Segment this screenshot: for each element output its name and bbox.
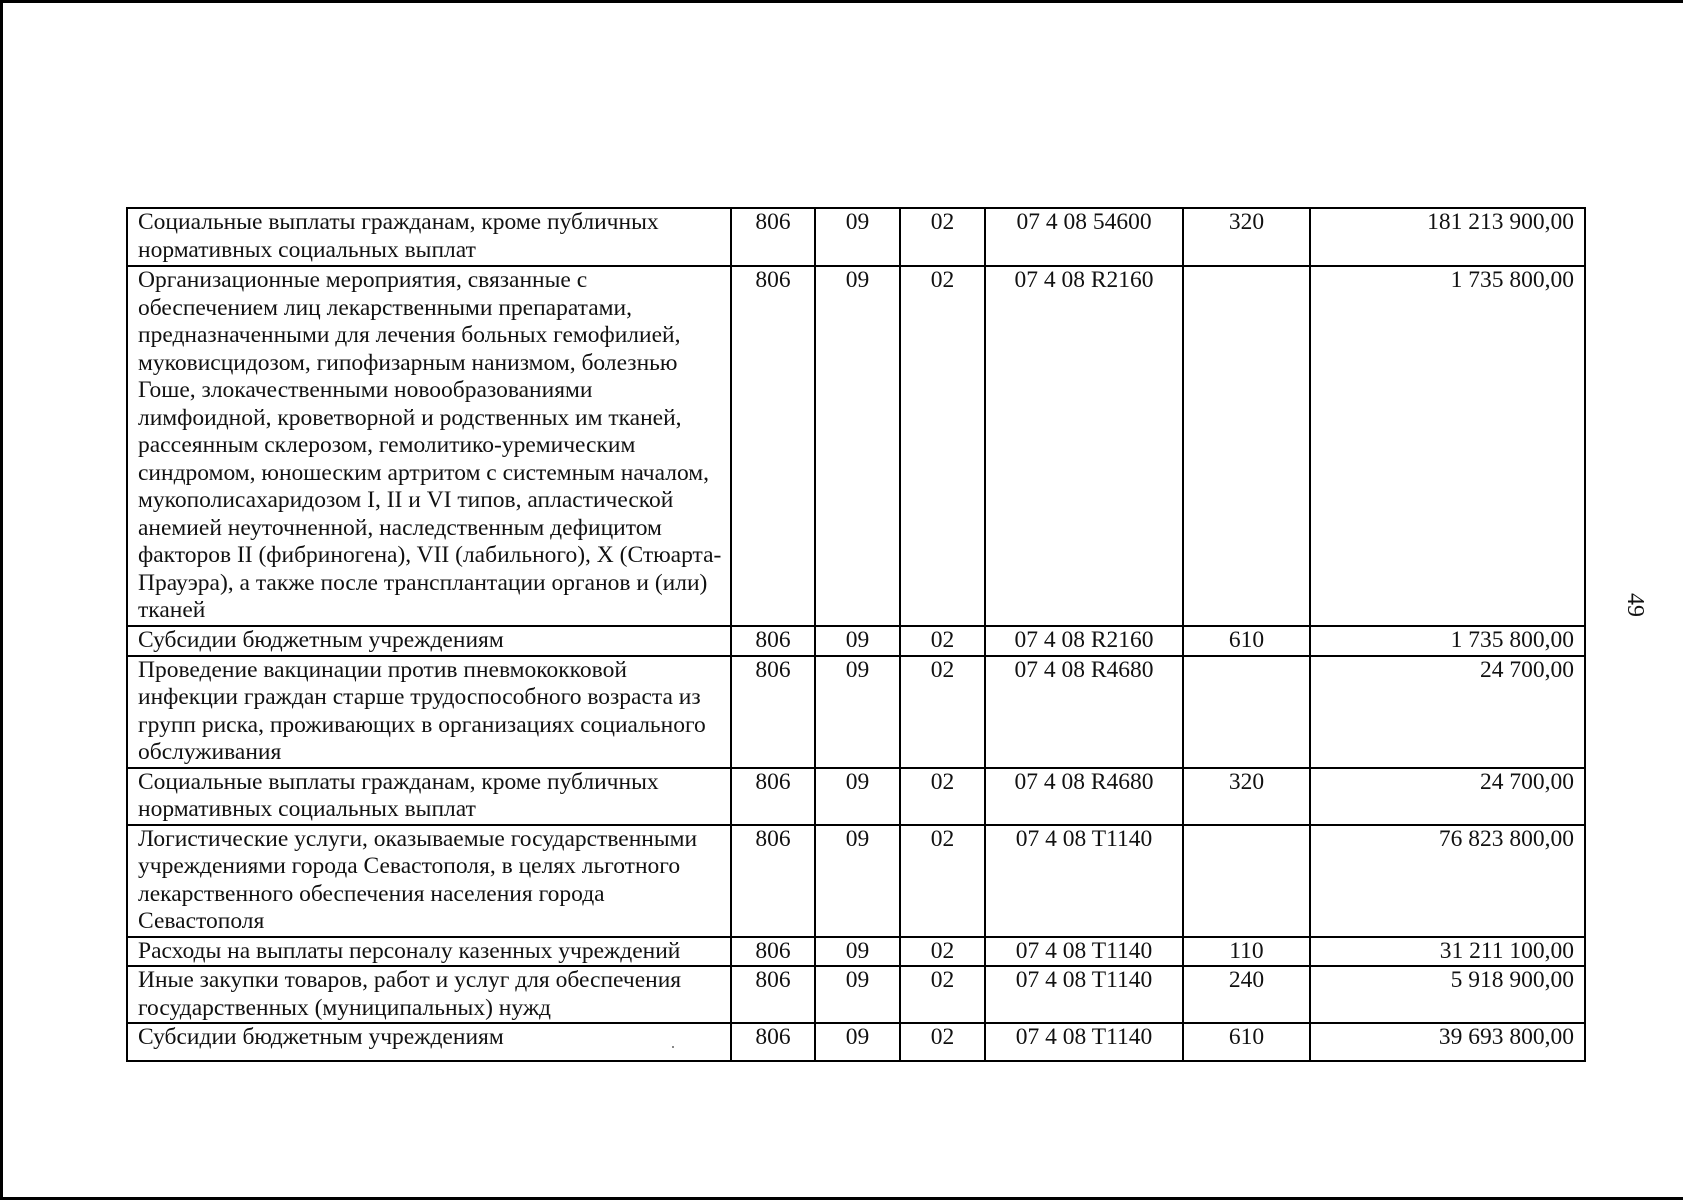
row-name: Расходы на выплаты персоналу казенных учреждений (127, 937, 731, 967)
row-ministry-code: 806 (731, 768, 815, 825)
table-row (127, 266, 1585, 626)
row-section: 09 (815, 266, 900, 626)
row-sum: 181 213 900,00 (1310, 208, 1585, 266)
row-target-article: 07 4 08 T1140 (985, 966, 1183, 1023)
row-section: 09 (815, 1023, 900, 1061)
row-sum: 31 211 100,00 (1310, 937, 1585, 967)
row-name: Субсидии бюджетным учреждениям (127, 1023, 731, 1061)
table-row (127, 966, 1585, 1023)
row-target-article: 07 4 08 R4680 (985, 656, 1183, 768)
row-expense-type (1183, 266, 1310, 626)
row-sum: 5 918 900,00 (1310, 966, 1585, 1023)
row-sum: 24 700,00 (1310, 656, 1585, 768)
row-target-article: 07 4 08 T1140 (985, 825, 1183, 937)
row-expense-type: 240 (1183, 966, 1310, 1023)
row-ministry-code: 806 (731, 656, 815, 768)
row-section: 09 (815, 626, 900, 656)
row-expense-type (1183, 825, 1310, 937)
row-ministry-code: 806 (731, 966, 815, 1023)
row-subsection: 02 (900, 1023, 985, 1061)
table-row (127, 626, 1585, 656)
row-ministry-code: 806 (731, 1023, 815, 1061)
row-target-article: 07 4 08 T1140 (985, 1023, 1183, 1061)
page-number: 49 (1622, 593, 1648, 617)
row-target-article: 07 4 08 54600 (985, 208, 1183, 266)
row-expense-type (1183, 656, 1310, 768)
table-row (127, 937, 1585, 967)
scan-artifact-dot (672, 1046, 674, 1048)
row-section: 09 (815, 656, 900, 768)
row-sum: 24 700,00 (1310, 768, 1585, 825)
row-subsection: 02 (900, 626, 985, 656)
row-name: Социальные выплаты гражданам, кроме публичных нормативных социальных выплат (127, 208, 731, 266)
row-expense-type: 110 (1183, 937, 1310, 967)
row-section: 09 (815, 768, 900, 825)
row-ministry-code: 806 (731, 937, 815, 967)
row-subsection: 02 (900, 825, 985, 937)
row-name: Иные закупки товаров, работ и услуг для обеспечения государственных (муниципальных) нужд (127, 966, 731, 1023)
row-sum: 39 693 800,00 (1310, 1023, 1585, 1061)
table-row (127, 208, 1585, 266)
row-subsection: 02 (900, 768, 985, 825)
row-target-article: 07 4 08 R2160 (985, 266, 1183, 626)
row-subsection: 02 (900, 937, 985, 967)
row-sum: 76 823 800,00 (1310, 825, 1585, 937)
budget-allocation-table (126, 207, 1586, 1062)
row-ministry-code: 806 (731, 825, 815, 937)
row-expense-type: 320 (1183, 768, 1310, 825)
row-target-article: 07 4 08 R2160 (985, 626, 1183, 656)
table-row (127, 825, 1585, 937)
row-name: Проведение вакцинации против пневмококковой инфекции граждан старше трудоспособного возраста из групп риска, проживающих в организациях социального обслуживания (127, 656, 731, 768)
row-expense-type: 610 (1183, 1023, 1310, 1061)
row-name: Логистические услуги, оказываемые государственными учреждениями города Севастополя, в целях льготного лекарственного обеспечения населения города Севастополя (127, 825, 731, 937)
row-name: Субсидии бюджетным учреждениям (127, 626, 731, 656)
row-name: Социальные выплаты гражданам, кроме публичных нормативных социальных выплат (127, 768, 731, 825)
table-row (127, 1023, 1585, 1061)
row-subsection: 02 (900, 966, 985, 1023)
row-target-article: 07 4 08 R4680 (985, 768, 1183, 825)
row-sum: 1 735 800,00 (1310, 266, 1585, 626)
row-section: 09 (815, 966, 900, 1023)
row-ministry-code: 806 (731, 208, 815, 266)
row-subsection: 02 (900, 656, 985, 768)
row-ministry-code: 806 (731, 266, 815, 626)
row-subsection: 02 (900, 266, 985, 626)
row-expense-type: 320 (1183, 208, 1310, 266)
row-expense-type: 610 (1183, 626, 1310, 656)
table-row (127, 656, 1585, 768)
row-target-article: 07 4 08 T1140 (985, 937, 1183, 967)
row-section: 09 (815, 208, 900, 266)
row-ministry-code: 806 (731, 626, 815, 656)
row-section: 09 (815, 937, 900, 967)
row-section: 09 (815, 825, 900, 937)
row-name: Организационные мероприятия, связанные с обеспечением лиц лекарственными препаратами, предназначенными для лечения больных гемофилией, муковисцидозом, гипофизарным нанизмом, болезнью Гоше, злокачественными новообразованиями лимфоидной, кроветворной и родственных им тканей, рассеянным склерозом, гемолитико-уремическим синдромом, юношеским артритом с системным началом, мукополисахаридозом I, II и VI типов, апластической анемией неуточненной, наследственным дефицитом факторов II (фибриногена), VII (лабильного), X (Стюарта-Прауэра), а также после трансплантации органов и (или) тканей (127, 266, 731, 626)
row-subsection: 02 (900, 208, 985, 266)
row-sum: 1 735 800,00 (1310, 626, 1585, 656)
table-row (127, 768, 1585, 825)
